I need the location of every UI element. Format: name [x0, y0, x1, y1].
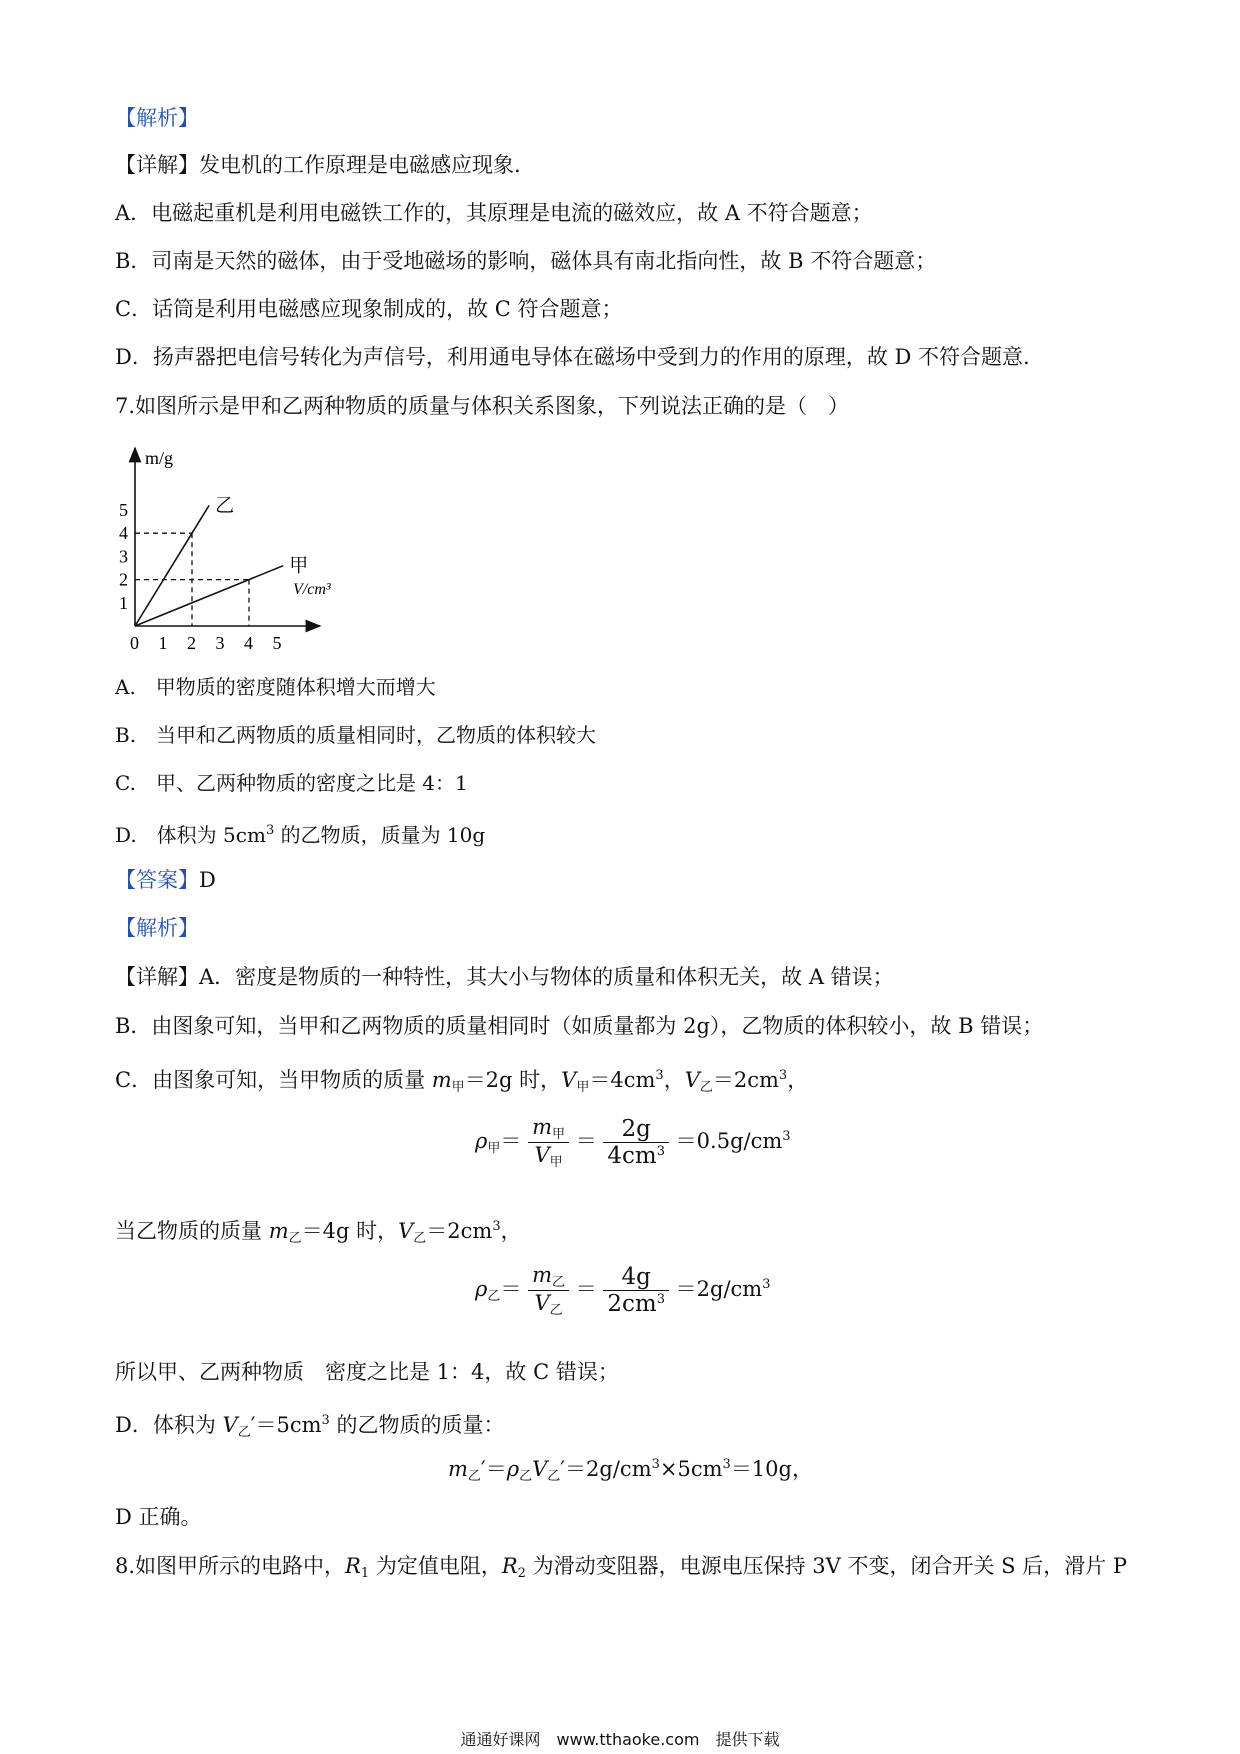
detail-2-D: D．体积为 $V_乙'=5cm^3$ 的乙物质的质量： [115, 1413, 505, 1440]
option-D: D. 体积为 $5cm^3$ 的乙物质，质量为 10g [115, 823, 486, 847]
detail-2-C: C．由图象可知，当甲物质的质量 $m_甲=2g$ 时，$V_甲=4cm^3$，$V_乙=2cm^3$， [115, 1068, 809, 1095]
detail-line-D: D．扬声器把电信号转化为声信号，利用通电导体在磁场中受到力的作用的原理，故 D 不符合题意. [115, 345, 1030, 369]
option-B: B. 当甲和乙两物质的质量相同时，乙物质的体积较大 [115, 723, 597, 747]
formula-mass-yi: $m_乙'=\rho_乙V_乙'=2g/cm^3\times 5cm^3=10g$， [448, 1457, 813, 1484]
y-tick-label: 2 [119, 569, 128, 590]
detail-line-B: B．司南是天然的磁体，由于受地磁场的影响，磁体具有南北指向性，故 B 不符合题意； [115, 249, 937, 273]
series-label: 甲 [289, 554, 309, 577]
detail-2-C-2: 当乙物质的质量 $m_乙=4g$ 时，$V_乙=2cm^3$， [115, 1219, 522, 1246]
detail-2-conclusion: D 正确。 [115, 1505, 202, 1529]
mass-volume-graph [115, 440, 375, 655]
x-axis-label: V/cm³ [293, 581, 331, 598]
series-line [135, 505, 209, 626]
question-8: 8.如图甲所示的电路中，$R_1$ 为定值电阻，$R_2$ 为滑动变阻器，电源电压保持 3V 不变，闭合开关 S 后，滑片 P [115, 1554, 1128, 1581]
x-tick-label: 2 [187, 633, 196, 653]
x-tick-label: 1 [158, 633, 168, 653]
y-tick-label: 1 [119, 592, 128, 613]
detail-line-A: A．电磁起重机是利用电磁铁工作的，其原理是电流的磁效应，故 A 不符合题意； [115, 201, 873, 225]
detail-2-ratio: 所以甲、乙两种物质 密度之比是 1：4，故 C 错误； [115, 1360, 619, 1384]
detail-line-1: 【详解】发电机的工作原理是电磁感应现象. [115, 153, 521, 177]
x-tick-label: 3 [215, 633, 225, 653]
formula-density-jia: $\rho_甲=$ $\frac{m_甲}{V_甲}$ ＝ $\frac{2g}{4cm^3}$ $=0.5g/cm^3$ [475, 1115, 791, 1170]
y-tick-label: 5 [119, 500, 128, 520]
answer-line: 【答案】D [115, 868, 216, 892]
series-label: 乙 [215, 494, 235, 517]
y-tick-label: 4 [119, 523, 128, 544]
page-footer: 通通好课网 www.tthaoke.com 提供下载 [460, 1730, 780, 1749]
option-A: A. 甲物质的密度随体积增大而增大 [115, 675, 436, 699]
analysis-heading: 【解析】 [115, 106, 199, 130]
y-tick-label: 3 [119, 546, 128, 567]
question-7: 7.如图所示是甲和乙两种物质的质量与体积关系图象，下列说法正确的是（ ） [115, 394, 850, 418]
x-tick-label: 4 [244, 633, 253, 653]
analysis-heading-2: 【解析】 [115, 916, 199, 940]
option-C: C. 甲、乙两种物质的密度之比是 4：1 [115, 771, 468, 795]
x-tick-label: 5 [272, 633, 282, 653]
y-axis-label: m/g [145, 448, 174, 468]
detail-2-B: B．由图象可知，当甲和乙两物质的质量相同时（如质量都为 2g），乙物质的体积较小，故 B 错误； [115, 1014, 1044, 1038]
detail-2-A: 【详解】A．密度是物质的一种特性，其大小与物体的质量和体积无关，故 A 错误； [115, 965, 894, 989]
formula-density-yi: $\rho_乙=$ $\frac{m_乙}{V_乙}$ ＝ $\frac{4g}{2cm^3}$ $=2g/cm^3$ [475, 1263, 771, 1318]
detail-line-C: C．话筒是利用电磁感应现象制成的，故 C 符合题意； [115, 297, 623, 321]
x-tick-label: 0 [130, 633, 139, 653]
series-line [135, 566, 283, 626]
